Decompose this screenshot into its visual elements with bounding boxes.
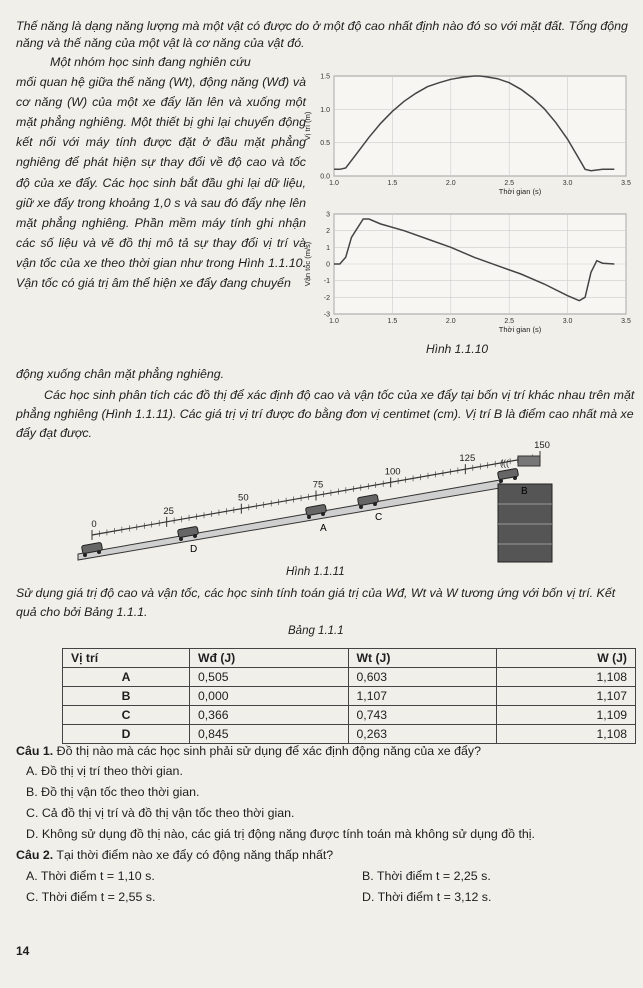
scale-label: 50 [238, 492, 249, 504]
intro-paragraph: Thế năng là dạng năng lượng mà một vật có được do ở một độ cao nhất định nào đó so với mặt đất. Tổng động năng và thế năng của một vật là cơ năng của vật đó. [16, 19, 628, 50]
table-row [63, 706, 636, 725]
scale-label: 25 [163, 505, 174, 517]
position-label-d: D [190, 544, 198, 555]
cell-position: B [63, 687, 190, 706]
scale-label: 125 [459, 453, 476, 465]
y-tick-label: 3 [326, 211, 330, 219]
velocity-time-chart [303, 212, 631, 335]
position-label-a: A [320, 523, 327, 534]
figure-1-1-10-caption: Hình 1.1.10 [426, 342, 489, 356]
x-tick-label: 1.5 [387, 180, 398, 187]
cell-mechanical: 1,107 [497, 687, 636, 706]
study-description [16, 52, 306, 293]
x-axis-label: Thời gian (s) [498, 187, 542, 196]
y-tick-label: -2 [323, 294, 330, 302]
question-2 [16, 848, 333, 862]
table-row [63, 668, 636, 687]
y-tick-label: 0.5 [320, 140, 330, 148]
results-paragraph: Sử dụng giá trị độ cao và vận tốc, các học sinh tính toán giá trị của Wđ, Wt và W tương ứng với bốn vị trí. Kết quả cho bởi Bảng 1.1.1. [16, 586, 616, 619]
question-2-text: Tại thời điểm nào xe đẩy có động năng thấp nhất? [56, 848, 334, 862]
q2-option-d[interactable]: D. Thời điểm t = 3,12 s. [362, 890, 492, 904]
incline-ramp [78, 480, 500, 560]
q1-option-d[interactable]: D. Không sử dụng đồ thị nào, các giá trị động năng được tính toán mà không sử dụng đồ thị. [26, 827, 536, 841]
table-caption: Bảng 1.1.1 [288, 625, 344, 637]
scale-label: 75 [312, 479, 324, 491]
x-tick-label: 3.0 [562, 318, 573, 325]
header-potential: Wt (J) [348, 649, 497, 668]
y-axis-label: Vận tốc (m/s) [303, 241, 312, 287]
y-tick-label: 0.0 [320, 173, 330, 181]
cell-kinetic: 0,366 [190, 706, 349, 725]
question-1-text: Đồ thị nào mà các học sinh phải sử dụng để xác định động năng của xe đẩy? [56, 744, 481, 758]
page-number: 14 [16, 944, 30, 958]
table-row [63, 725, 636, 744]
x-axis-label: Thời gian (s) [498, 325, 542, 334]
x-tick-label: 2.5 [504, 318, 515, 325]
figure-1-1-10 [300, 68, 635, 338]
x-tick-label: 2.0 [445, 318, 456, 325]
figure-1-1-11-caption: Hình 1.1.11 [286, 566, 345, 578]
cell-mechanical: 1,108 [497, 725, 636, 744]
table-row [63, 687, 636, 706]
cell-position: D [63, 725, 190, 744]
q1-option-a[interactable]: A. Đồ thị vị trí theo thời gian. [26, 764, 183, 778]
analysis-paragraph: Các học sinh phân tích các đồ thị để xác định độ cao và vận tốc của xe đẩy tại bốn vị trí khác nhau trên mặt phẳng nghiêng (Hình 1.1.11). Các giá trị vị trí được đo bằng đơn vị centimet (cm). Vị trí B là điểm cao nhất mà xe đẩy đạt được. [16, 388, 635, 440]
study-description-body: mối quan hệ giữa thế năng (Wt), động năng (Wđ) và cơ năng (W) của một xe đẩy lăn lên và xuống một mặt phẳng nghiêng. Một thiết bị ghi lại chuyển động kết nối với máy tính được đặt ở đầu mặt phẳng nghiêng để phát hiện sự thay đổi về độ cao và tốc độ của xe đẩy. Các học sinh bắt đầu ghi lại dữ liệu, giữ xe đẩy trong khoảng 1,0 s và sau đó đẩy nhẹ lên mặt phẳng nghiêng. Phần mềm máy tính ghi nhận các số liệu và vẽ đồ thị mô tả sự thay đổi vị trí và vận tốc của xe theo thời gian như trong Hình 1.1.10. Vận tốc có giá trị âm thể hiện xe đẩy đang chuyển [16, 75, 306, 291]
position-time-chart [303, 74, 631, 197]
cell-kinetic: 0,505 [190, 668, 349, 687]
q2-option-b[interactable]: B. Thời điểm t = 2,25 s. [362, 869, 491, 883]
x-tick-label: 1.5 [387, 318, 398, 325]
svg-text:(((: ((( [500, 458, 509, 468]
table-header-row [63, 649, 636, 668]
q2-option-c[interactable]: C. Thời điểm t = 2,55 s. [26, 890, 156, 904]
question-1-label: Câu 1. [16, 744, 54, 758]
y-tick-label: -3 [323, 311, 330, 319]
energy-table [62, 648, 636, 744]
cell-position: C [63, 706, 190, 725]
y-tick-label: 0 [326, 261, 330, 269]
scale-ticks [92, 451, 540, 540]
cart-b-icon [497, 468, 518, 483]
scale-label: 150 [534, 440, 550, 451]
x-tick-label: 2.5 [504, 180, 515, 187]
x-tick-label: 1.0 [329, 318, 339, 325]
y-tick-label: 2 [326, 228, 330, 236]
position-label-c: C [375, 512, 383, 523]
cell-mechanical: 1,108 [497, 668, 636, 687]
figure-1-1-11 [70, 432, 560, 566]
question-2-label: Câu 2. [16, 848, 54, 862]
motion-sensor-icon [500, 456, 540, 468]
study-description-tail: động xuống chân mặt phẳng nghiêng. [16, 367, 225, 381]
question-1 [16, 744, 481, 758]
cell-potential: 1,107 [348, 687, 497, 706]
y-tick-label: 1.0 [320, 106, 330, 114]
y-axis-label: Vị trí (m) [303, 111, 312, 141]
cell-kinetic: 0,000 [190, 687, 349, 706]
cell-potential: 0,743 [348, 706, 497, 725]
scale-label: 0 [91, 519, 97, 530]
header-kinetic: Wđ (J) [190, 649, 349, 668]
x-tick-label: 3.5 [621, 318, 631, 325]
position-label-b: B [521, 486, 528, 497]
y-tick-label: -1 [323, 278, 330, 286]
x-tick-label: 1.0 [329, 180, 339, 187]
cell-potential: 0,603 [348, 668, 497, 687]
q2-option-a[interactable]: A. Thời điểm t = 1,10 s. [26, 869, 155, 883]
x-tick-label: 3.5 [621, 180, 631, 187]
y-tick-label: 1.5 [320, 73, 330, 81]
cell-mechanical: 1,109 [497, 706, 636, 725]
x-tick-label: 3.0 [562, 180, 573, 187]
header-mechanical: W (J) [497, 649, 636, 668]
scale-label: 100 [384, 466, 401, 478]
cell-position: A [63, 668, 190, 687]
x-tick-label: 2.0 [445, 180, 456, 187]
cell-kinetic: 0,845 [190, 725, 349, 744]
header-position: Vị trí [63, 649, 190, 668]
q1-option-c[interactable]: C. Cả đồ thị vị trí và đồ thị vận tốc theo thời gian. [26, 806, 295, 820]
study-description-first-line: Một nhóm học sinh đang nghiên cứu [50, 55, 251, 69]
cell-potential: 0,263 [348, 725, 497, 744]
q1-option-b[interactable]: B. Đồ thị vận tốc theo thời gian. [26, 785, 200, 799]
y-tick-label: 1 [326, 244, 330, 252]
